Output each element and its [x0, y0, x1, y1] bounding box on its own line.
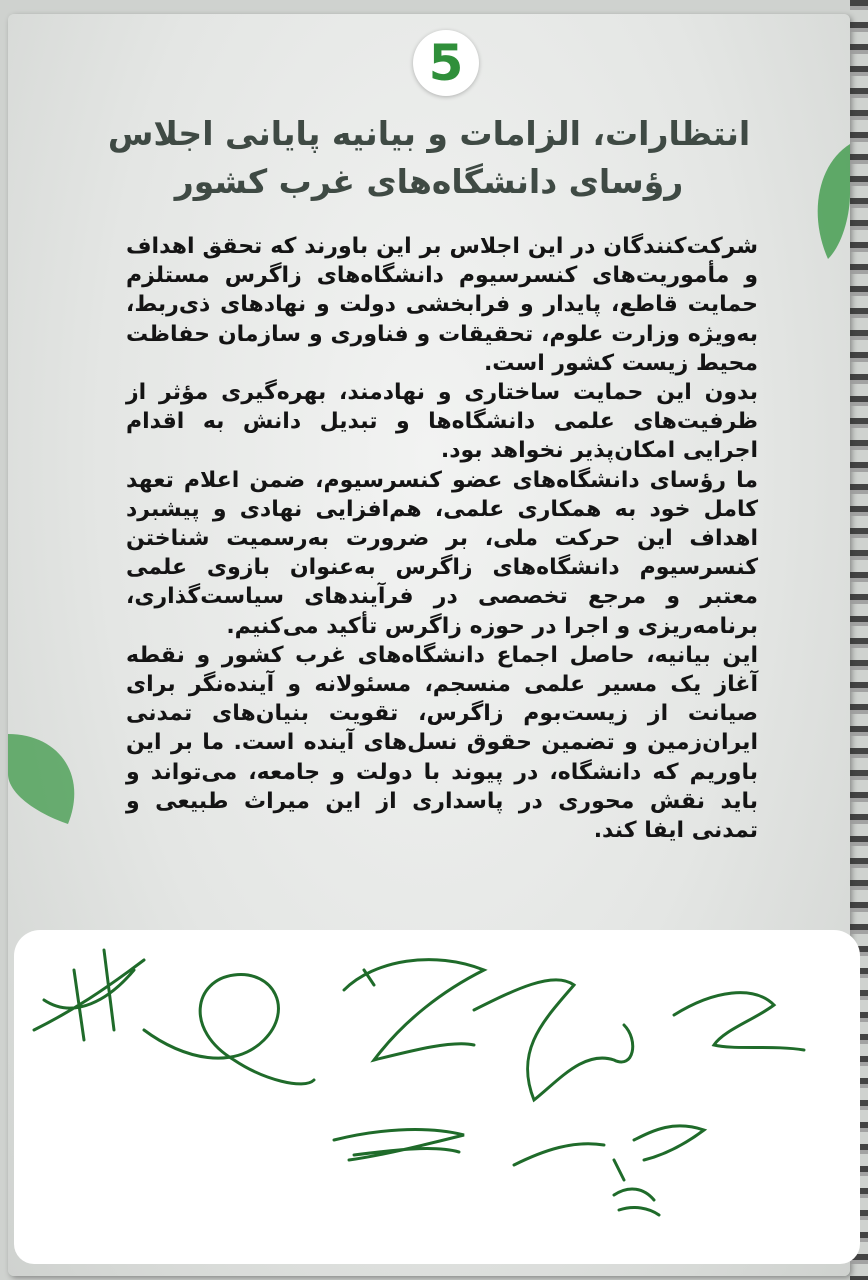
signature-3 — [344, 960, 484, 1060]
title-line-2: رؤسای دانشگاه‌های غرب کشور — [174, 162, 684, 201]
signature-5 — [674, 993, 804, 1050]
page-title — [48, 110, 810, 206]
signature-4 — [474, 980, 633, 1100]
section-number-badge: 5 — [413, 30, 479, 96]
signatures-group — [14, 930, 860, 1264]
leaf-decoration-icon — [808, 144, 850, 264]
paragraph: بدون این حمایت ساختاری و نهادمند، بهره‌گیری مؤثر از ظرفیت‌های علمی دانشگاه‌ها و تبدیل دانش به اقدام اجرایی امکان‌پذیر نخواهد بود. — [126, 380, 758, 464]
signature-7 — [514, 1126, 704, 1180]
signature-panel — [14, 930, 860, 1264]
signature-2 — [144, 975, 314, 1084]
leaf-decoration-icon — [8, 714, 88, 834]
paragraph: ما رؤسای دانشگاه‌های عضو کنسرسیوم، ضمن اعلام تعهد کامل خود به همکاری علمی، هم‌افزایی نهادی و پیشبرد اهداف این حرکت ملی، بر ضرورت به‌رسمیت شناختن کنسرسیوم دانشگاه‌های زاگرس به‌عنوان بازوی علمی معتبر و مرجع تخصصی در فرآیندهای سیاست‌گذاری، برنامه‌ریزی و اجرا در حوزه زاگرس تأکید می‌کنیم. — [126, 467, 758, 639]
title-line-1: انتظارات، الزامات و بیانیه پایانی اجلاس — [107, 114, 751, 153]
signature-1 — [34, 950, 144, 1040]
paragraph: شرکت‌کنندگان در این اجلاس بر این باورند که تحقق اهداف و مأموریت‌های کنسرسیوم دانشگاه‌های زاگرس مستلزم حمایت قاطع، پایدار و فرابخشی دولت و نهادهای ذی‌ربط، به‌ویژه وزارت علوم، تحقیقات و فناوری و سازمان حفاظت محیط زیست کشور است. — [126, 234, 758, 376]
statement-body — [126, 232, 758, 845]
signature-6 — [334, 1130, 464, 1160]
signature-8 — [614, 1189, 659, 1215]
paragraph: این بیانیه، حاصل اجماع دانشگاه‌های غرب کشور و نقطه آغاز یک مسیر علمی منسجم، مسئولانه و آینده‌نگر برای صیانت از زیست‌بوم زاگرس، تقویت بنیان‌های تمدنی ایران‌زمین و تضمین حقوق نسل‌های آینده است. ما بر این باوریم که دانشگاه، در پیوند با دولت و جامعه، می‌تواند و باید نقش محوری در پاسداری از این میراث طبیعی و تمدنی ایفا کند. — [126, 642, 758, 844]
